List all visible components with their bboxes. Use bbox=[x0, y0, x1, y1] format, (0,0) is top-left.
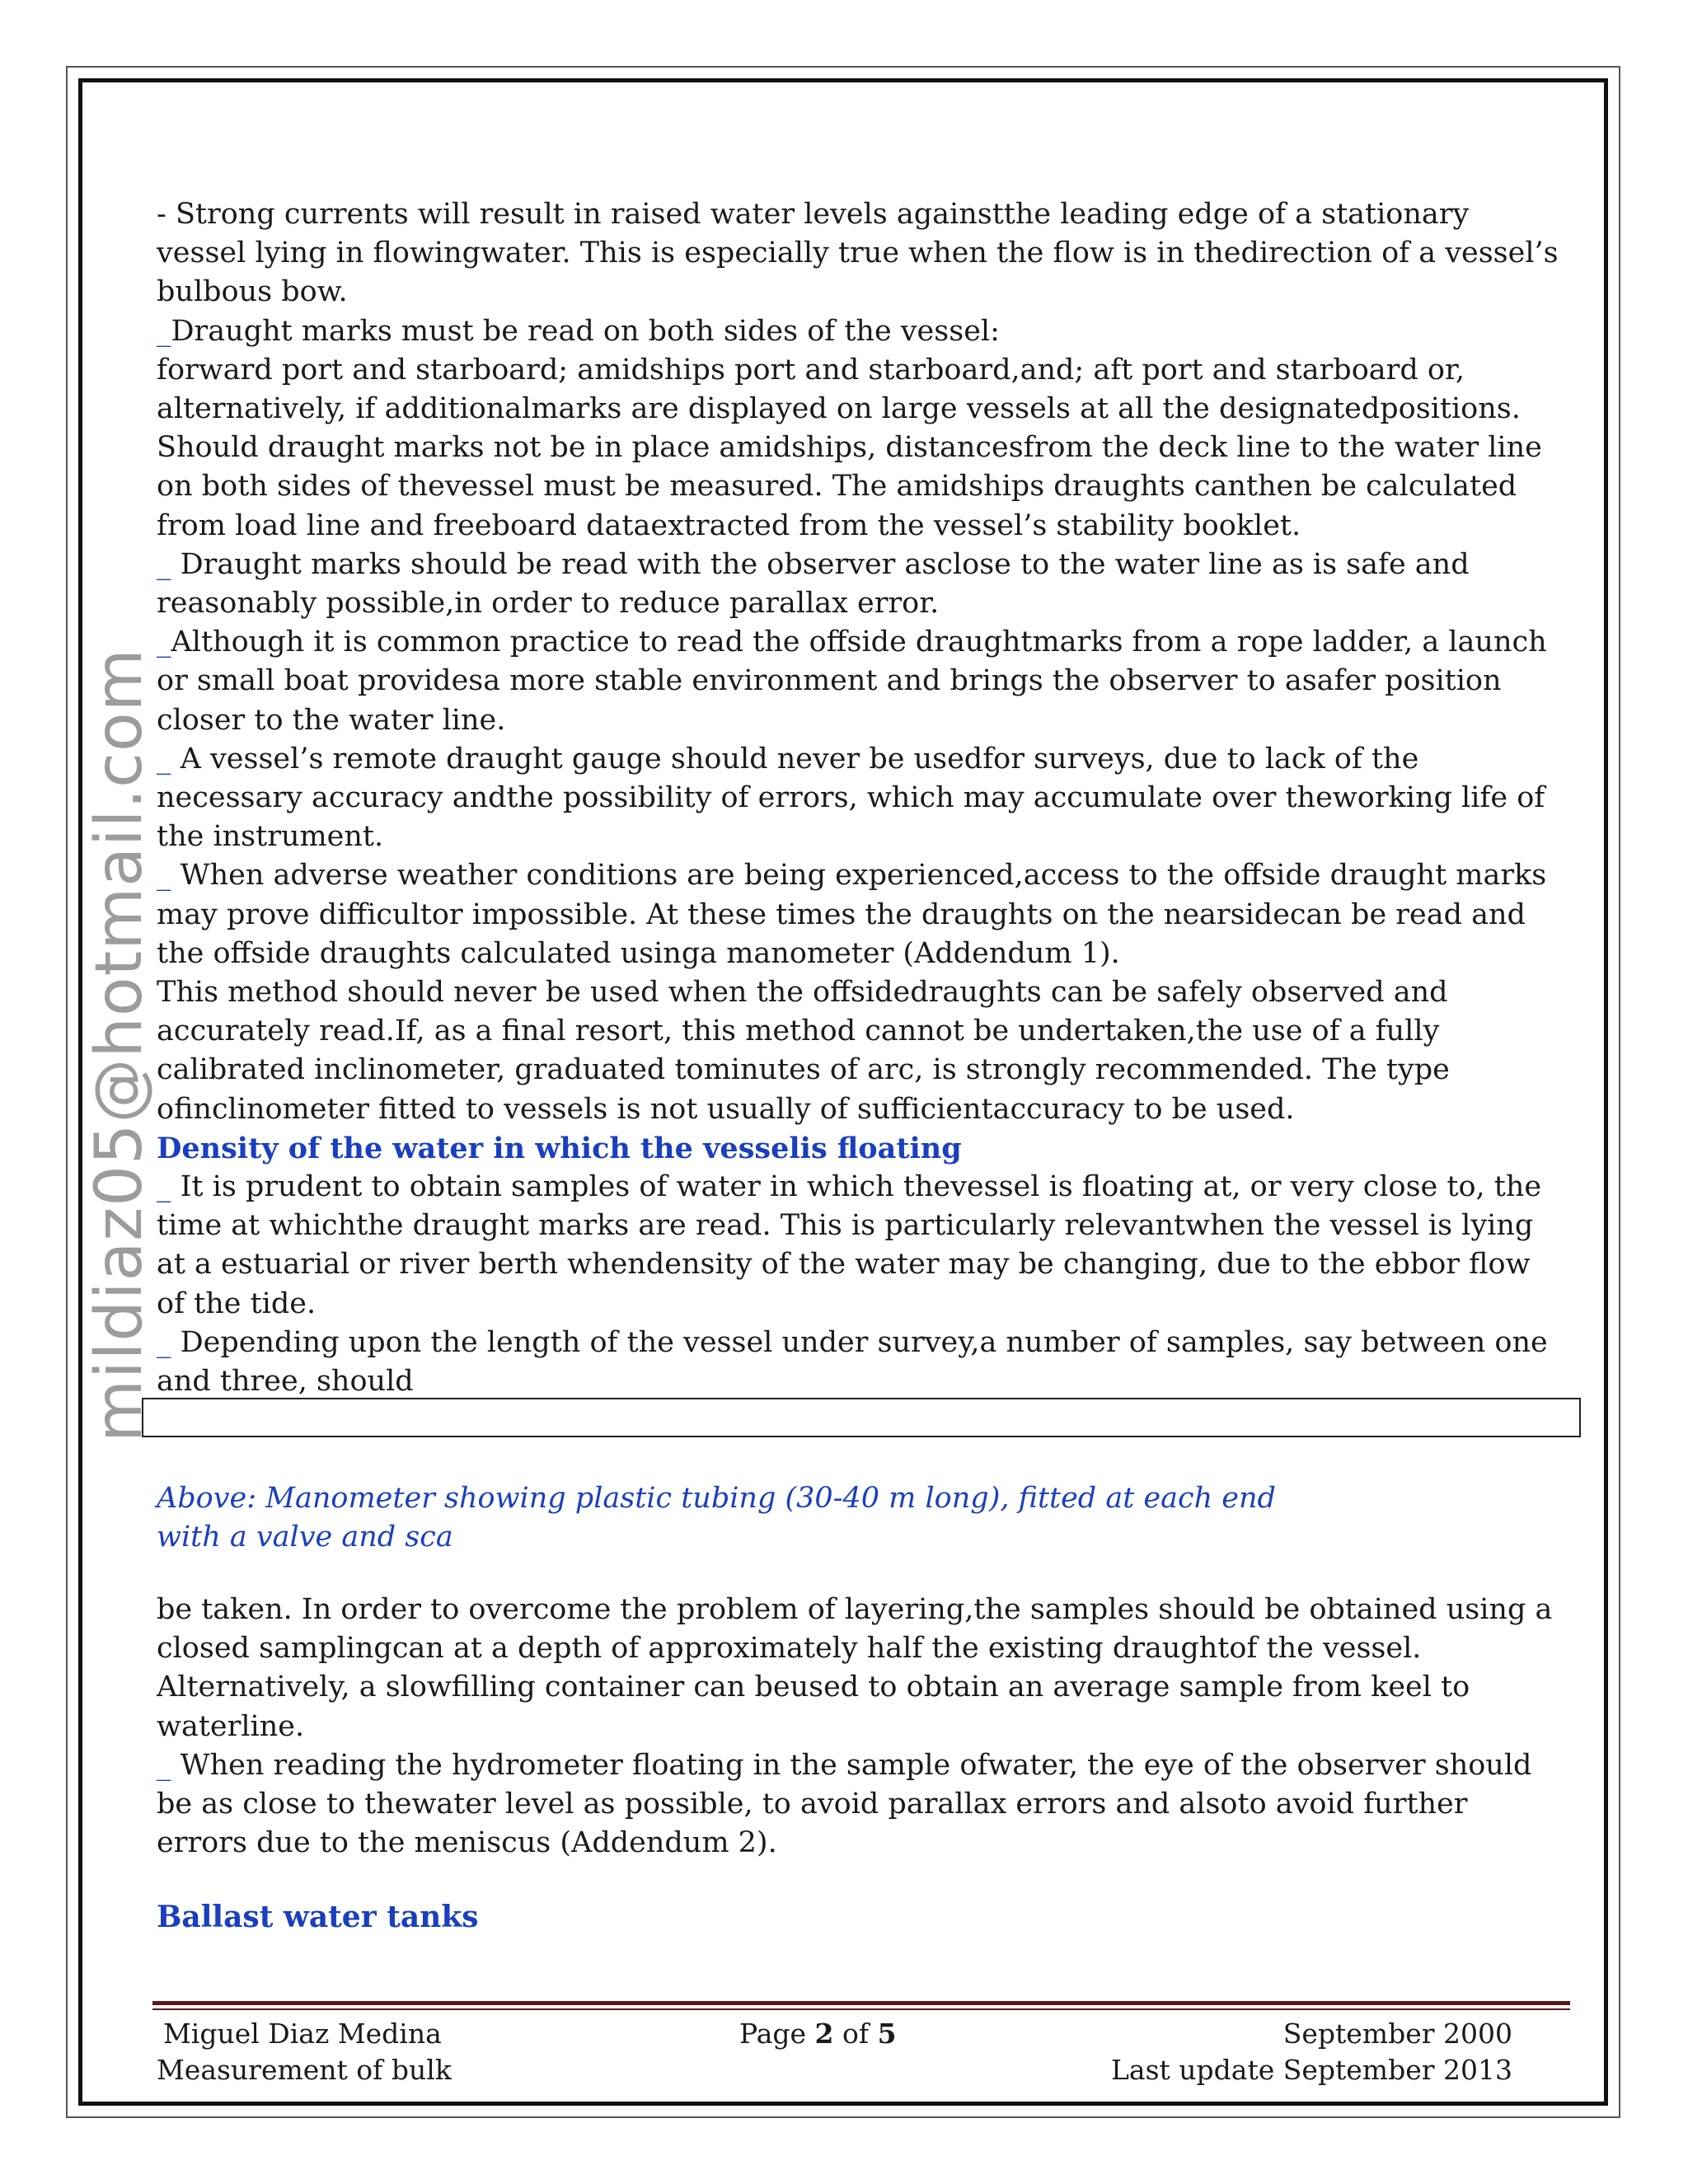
figure-frame bbox=[142, 1398, 1581, 1437]
footer-date: September 2000 bbox=[1282, 2018, 1512, 2050]
figure-caption bbox=[157, 1479, 1311, 1557]
footer-last-update: Last update September 2013 bbox=[1111, 2054, 1512, 2086]
footer-subject: Measurement of bulk bbox=[157, 2054, 452, 2086]
continued-text bbox=[157, 1591, 1566, 1863]
paragraph-layering: be taken. In order to overcome the problem of layering,the samples should be obtained using a closed samplingcan at a depth of approximately half the existing draughtof the vessel. Alternatively, a slowfilling container can beused to obtain an average sample from keel to waterline. bbox=[157, 1593, 1553, 1743]
ballast-heading: Ballast water tanks bbox=[157, 1900, 479, 1934]
footer-left bbox=[157, 2016, 452, 2088]
paragraph-parallax: _ Draught marks should be read with the observer asclose to the water line as is safe and reasonably possible,in order to reduce parallax error. bbox=[157, 547, 1470, 621]
paragraph-both-sides: _Draught marks must be read on both sides of the vessel: bbox=[157, 314, 1000, 348]
paragraph-samples: _ It is prudent to obtain samples of water in which thevessel is floating at, or very close to, the time at whichthe draught marks are read. This is particularly relevantwhen the vessel is lying at a estuarial or river berth whendensity of the water may be changing, due to the ebbor flow of the tide. bbox=[157, 1170, 1542, 1320]
caption-line-2: with a valve and sca bbox=[157, 1521, 453, 1554]
footer-rule-thick bbox=[152, 2001, 1570, 2005]
caption-line-1: Above: Manometer showing plastic tubing (30-40 m long), fitted at each end bbox=[157, 1482, 1276, 1515]
paragraph-strong-currents: - Strong currents will result in raised water levels againstthe leading edge of a stationary vessel lying in flowingwater. This is especially true when the flow is in thedirection of a vessel’s bulbous bow. bbox=[157, 198, 1559, 309]
paragraph-rope-ladder: _Although it is common practice to read the offside draughtmarks from a rope ladder, a launch or small boat providesa more stable environment and brings the observer to asafer position closer to the water line. bbox=[157, 626, 1547, 737]
main-text bbox=[157, 195, 1566, 1401]
footer-author: Miguel Diaz Medina bbox=[163, 2018, 442, 2050]
footer-right bbox=[1111, 2016, 1512, 2088]
paragraph-vessel-length: _ Depending upon the length of the vessel under survey,a number of samples, say between one and three, should bbox=[157, 1325, 1548, 1399]
paragraph-positions: forward port and starboard; amidships port and starboard,and; aft port and starboard or, alternatively, if additionalmarks are displayed on large vessels at all the designatedpositions. Should draught marks not be in place amidships, distancesfrom the deck line to the water line on both sides of thevessel must be measured. The amidships draughts canthen be calculated from load line and freeboard dataextracted from the vessel’s stability booklet. bbox=[157, 353, 1542, 542]
paragraph-adverse-weather: _ When adverse weather conditions are being experienced,access to the offside draught marks may prove difficultor impossible. At these times the draughts on the nearsidecan be read and the offside draughts calculated usinga manometer (Addendum 1). bbox=[157, 859, 1547, 970]
paragraph-hydrometer: _ When reading the hydrometer floating in the sample ofwater, the eye of the observer should be as close to thewater level as possible, to avoid parallax errors and alsoto avoid further errors due to the meniscus (Addendum 2). bbox=[157, 1748, 1532, 1860]
density-heading: Density of the water in which the vesselis floating bbox=[157, 1131, 962, 1165]
page-number: Page 2 of 5 bbox=[739, 2018, 897, 2050]
footer-rule-thin bbox=[152, 2008, 1570, 2010]
paragraph-inclinometer: This method should never be used when the offsidedraughts can be safely observed and accurately read.If, as a final resort, this method cannot be undertaken,the use of a fully calibrated inclinometer, graduated tominutes of arc, is strongly recommended. The type ofinclinometer fitted to vessels is not usually of sufficientaccuracy to be used. bbox=[157, 976, 1450, 1126]
paragraph-remote-gauge: _ A vessel’s remote draught gauge should never be usedfor surveys, due to lack of the necessary accuracy andthe possibility of errors, which may accumulate over theworking life of the instrument. bbox=[157, 742, 1545, 854]
email-watermark: mildiaz05@hotmail.com bbox=[82, 648, 157, 1442]
